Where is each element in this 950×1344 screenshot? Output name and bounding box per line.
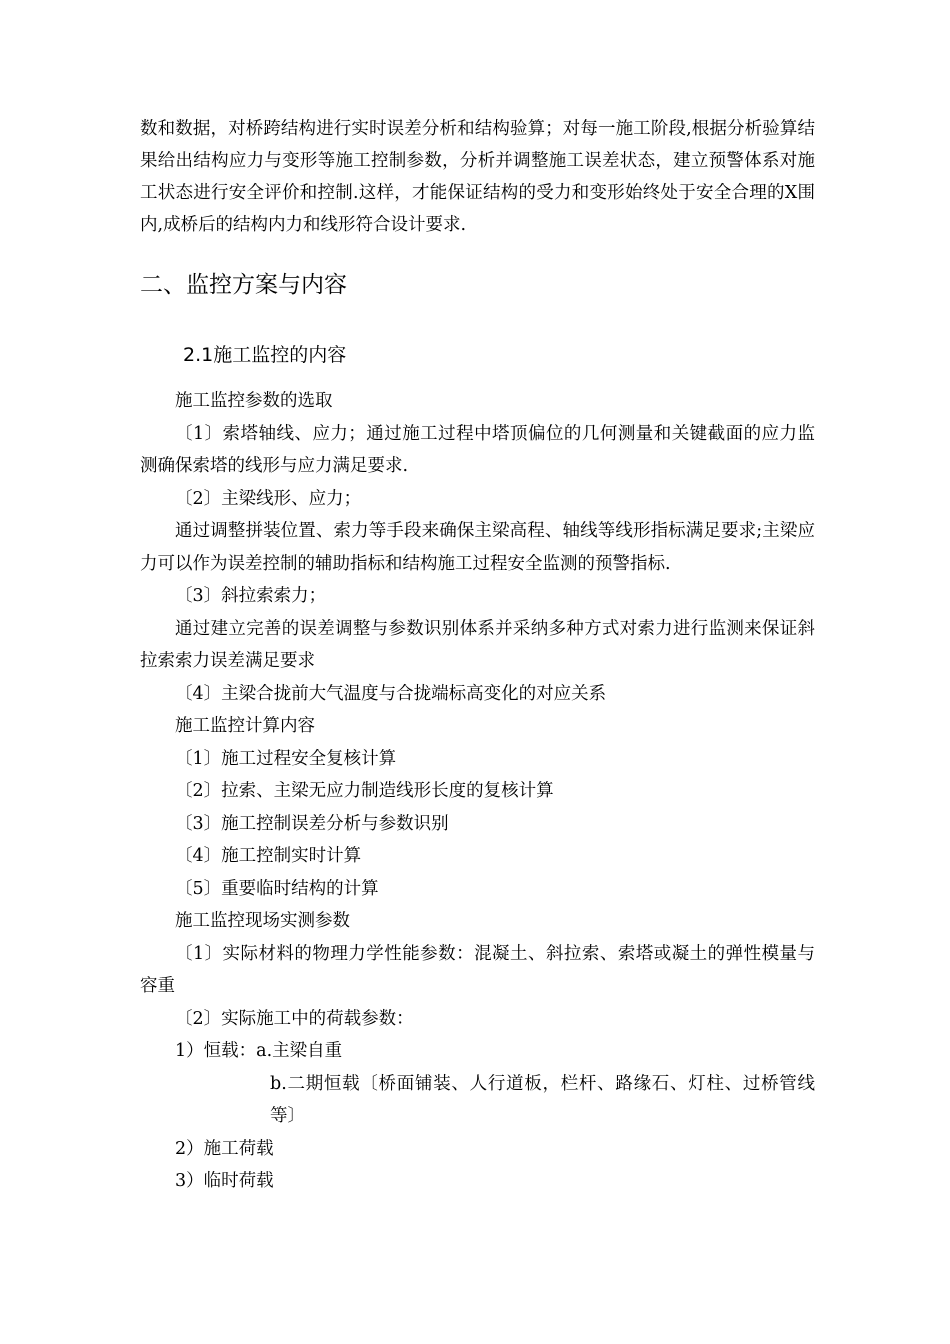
paragraph: 〔3〕施工控制误差分析与参数识别 (175, 813, 449, 834)
paragraph: 〔1〕索塔轴线、应力；通过施工过程中塔顶偏位的几何测量和关键截面的应力监测确保索塔的线形与应力满足要求. (140, 423, 815, 476)
paragraph: 3）临时荷载 (175, 1171, 274, 1191)
paragraph: 〔3〕斜拉索索力； (175, 586, 327, 606)
paragraph: 〔2〕主梁线形、应力； (175, 488, 362, 509)
paragraph: 〔1〕施工过程安全复核计算 (175, 748, 397, 769)
paragraph: 施工监控参数的选取 (175, 391, 333, 411)
paragraph: 通过调整拼装位置、索力等手段来确保主梁高程、轴线等线形指标满足要求;主梁应力可以作为误差控制的辅助指标和结构施工过程安全监测的预警指标. (140, 521, 815, 574)
paragraph: 1）恒载：a.主梁自重 (175, 1041, 343, 1061)
subsection-heading: 2.1施工监控的内容 (183, 344, 347, 366)
paragraph: b.二期恒载〔桥面铺装、人行道板，栏杆、路缘石、灯柱、过桥管线等〕 (270, 1073, 815, 1126)
paragraph: 通过建立完善的误差调整与参数识别体系并采纳多种方式对索力进行监测来保证斜拉索索力误差满足要求 (140, 618, 815, 671)
paragraph: 〔2〕拉索、主梁无应力制造线形长度的复核计算 (175, 781, 554, 801)
paragraph: 施工监控现场实测参数 (175, 911, 350, 931)
paragraph: 〔4〕施工控制实时计算 (175, 846, 362, 866)
paragraph: 〔5〕重要临时结构的计算 (175, 878, 379, 899)
paragraph: 2）施工荷载 (175, 1138, 274, 1159)
body-text (140, 385, 815, 1198)
paragraph: 〔1〕实际材料的物理力学性能参数：混凝土、斜拉索、索塔或凝土的弹性模量与容重 (140, 943, 815, 996)
paragraph: 〔2〕实际施工中的荷载参数： (175, 1008, 414, 1029)
section-heading: 二、监控方案与内容 (140, 272, 347, 298)
intro-paragraph: 数和数据，对桥跨结构进行实时误差分析和结构验算；对每一施工阶段,根据分析验算结果给出结构应力与变形等施工控制参数，分析并调整施工误差状态，建立预警体系对施工状态进行安全评价和控制.这样，才能保证结构的受力和变形始终处于安全合理的X围内,成桥后的结构内力和线形符合设计要求. (140, 119, 815, 235)
paragraph: 施工监控计算内容 (175, 716, 315, 736)
paragraph: 〔4〕主梁合拢前大气温度与合拢端标高变化的对应关系 (175, 683, 607, 704)
